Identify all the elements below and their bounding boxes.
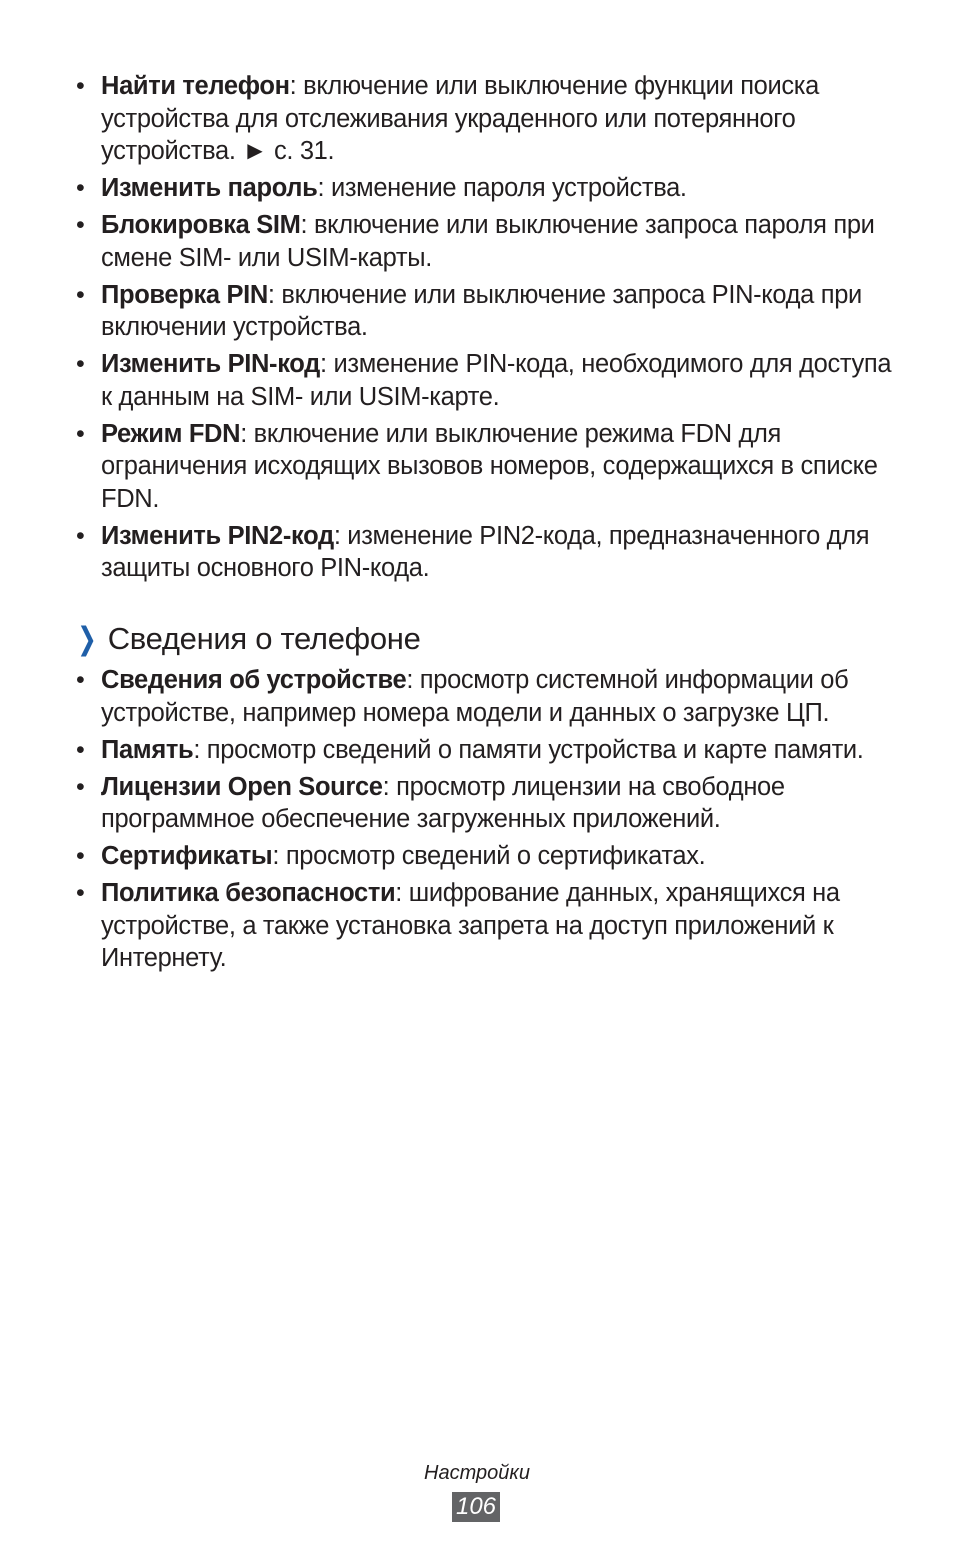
section-heading [74, 619, 421, 659]
bullet: • [76, 211, 85, 239]
chevron-right-icon: ❯ [77, 621, 97, 656]
list-item [0, 771, 954, 836]
bullet: • [76, 735, 85, 764]
list-item [0, 172, 954, 205]
bullet: • [76, 521, 85, 550]
bullet: • [76, 666, 85, 694]
item-description: : изменение пароля устройства. [317, 174, 687, 202]
settings-list-about-phone [0, 664, 954, 979]
bullet: • [76, 772, 85, 801]
bullet: • [76, 419, 85, 448]
item-description: : включение или выключение запроса пароля при смене SIM- или USIM-карты. [101, 211, 875, 272]
item-description: : включение или выключение функции поиска устройства для отслеживания украденного или потерянного устройства. ► с. 31. [101, 72, 819, 165]
item-term: Лицензии Open Source [101, 772, 383, 801]
item-term: Режим FDN [101, 419, 241, 448]
item-term: Блокировка SIM [101, 211, 301, 239]
bullet: • [76, 72, 85, 100]
list-item [0, 520, 954, 585]
bullet: • [76, 280, 85, 309]
settings-list-security [0, 70, 954, 589]
item-term: Проверка PIN [101, 280, 268, 309]
bullet: • [76, 879, 85, 907]
item-description: : просмотр сведений о сертификатах. [272, 842, 706, 870]
item-description: : просмотр лицензии на свободное программное обеспечение загруженных приложений. [101, 772, 785, 833]
item-description: : просмотр сведений о памяти устройства и карте памяти. [193, 735, 864, 764]
page-number: 106 [452, 1492, 500, 1522]
item-term: Память [101, 735, 194, 764]
list-item [0, 348, 954, 413]
item-term: Найти телефон [101, 72, 290, 100]
item-description: : изменение PIN-кода, необходимого для доступа к данным на SIM- или USIM-карте. [101, 350, 892, 411]
item-description: : шифрование данных, хранящихся на устройстве, а также установка запрета на доступ приложений к Интернету. [101, 879, 840, 972]
item-term: Изменить пароль [101, 174, 318, 202]
list-item [0, 734, 954, 767]
footer-section-label: Настройки [424, 1462, 530, 1484]
item-description: : включение или выключение запроса PIN-кода при включении устройства. [101, 280, 862, 341]
item-description: : изменение PIN2-кода, предназначенного для защиты основного PIN-кода. [101, 521, 870, 582]
item-term: Сертификаты [101, 842, 273, 870]
item-term: Политика безопасности [101, 879, 396, 907]
item-term: Сведения об устройстве [101, 666, 407, 694]
list-item [0, 70, 954, 168]
list-item [0, 418, 954, 516]
section-title: Сведения о телефоне [107, 621, 421, 656]
bullet: • [76, 842, 85, 870]
item-description: : просмотр системной информации об устройстве, например номера модели и данных о загрузке ЦП. [101, 666, 849, 727]
bullet: • [76, 174, 85, 202]
list-item [0, 840, 954, 873]
list-item [0, 279, 954, 344]
bullet: • [76, 350, 85, 378]
item-description: : включение или выключение режима FDN для ограничения исходящих вызовов номеров, содержащихся в списке FDN. [101, 419, 878, 513]
item-term: Изменить PIN2-код [101, 521, 334, 550]
list-item [0, 877, 954, 975]
list-item [0, 209, 954, 274]
list-item [0, 664, 954, 729]
item-term: Изменить PIN-код [101, 350, 320, 378]
